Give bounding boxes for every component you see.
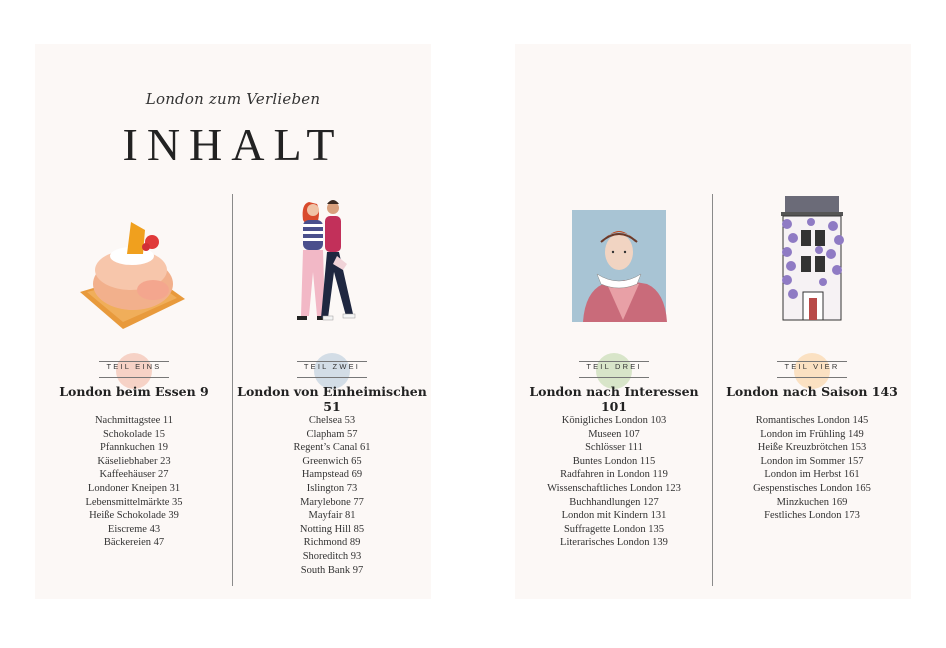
toc-entry[interactable]: London im Herbst 161 — [764, 469, 860, 481]
toc-entry[interactable]: Marylebone 77 — [300, 496, 364, 508]
toc-entry[interactable]: Notting Hill 85 — [299, 523, 365, 535]
toc-entry[interactable]: Heiße Schokolade 39 — [89, 510, 179, 522]
toc-entry[interactable]: South Bank 97 — [300, 564, 364, 576]
toc-entry[interactable]: Clapham 57 — [306, 428, 358, 440]
toc-entry[interactable]: Bäckereien 47 — [103, 537, 165, 549]
toc-entry[interactable]: Londoner Kneipen 31 — [87, 482, 181, 494]
toc-entry[interactable]: Suffragette London 135 — [563, 523, 665, 535]
section-teil-vier — [713, 194, 911, 594]
toc-entry[interactable]: Eiscreme 43 — [107, 523, 161, 535]
toc-list — [515, 414, 713, 550]
toc-entry[interactable]: Lebensmittelmärkte 35 — [85, 496, 183, 508]
queen-portrait-illustration — [515, 202, 713, 327]
part-label-teil-eins: TEIL EINS — [35, 353, 233, 383]
toc-entry[interactable]: London im Frühling 149 — [760, 428, 864, 440]
toc-entry[interactable]: Shoreditch 93 — [302, 550, 362, 562]
toc-entry[interactable]: Festliches London 173 — [764, 510, 860, 522]
toc-entry[interactable]: Schlösser 111 — [585, 442, 643, 454]
page-title: INHALT — [122, 119, 344, 170]
toc-entry[interactable]: Käseliebhaber 23 — [97, 455, 171, 467]
section-heading: London nach Interessen 101 — [529, 384, 699, 414]
section-heading: London von Einheimischen 51 — [237, 384, 427, 414]
townhouse-illustration — [713, 194, 911, 324]
section-heading: London nach Saison 143 — [726, 384, 898, 399]
toc-list — [35, 414, 233, 550]
toc-entry[interactable]: Hampstead 69 — [301, 469, 363, 481]
toc-entry[interactable]: Richmond 89 — [303, 537, 361, 549]
toc-entry[interactable]: Wissenschaftliches London 123 — [547, 482, 681, 494]
right-page — [515, 44, 911, 599]
couple-illustration — [233, 194, 431, 334]
part-label-teil-zwei: TEIL ZWEI — [233, 353, 431, 383]
section-teil-drei — [515, 194, 713, 594]
book-subtitle: London zum Verlieben — [145, 90, 321, 108]
toc-entry[interactable]: Buntes London 115 — [572, 455, 656, 467]
part-label-teil-vier: TEIL VIER — [713, 353, 911, 383]
toc-entry[interactable]: Minzkuchen 169 — [776, 496, 848, 508]
toc-entry[interactable]: Greenwich 65 — [302, 455, 362, 467]
toc-entry[interactable]: London mit Kindern 131 — [561, 510, 667, 522]
toc-entry[interactable]: Islington 73 — [306, 482, 358, 494]
toc-entry[interactable]: Heiße Kreuzbrötchen 153 — [757, 442, 867, 454]
part-label-teil-drei: TEIL DREI — [515, 353, 713, 383]
toc-entry[interactable]: Königliches London 103 — [561, 415, 667, 426]
section-teil-zwei — [233, 194, 431, 594]
toc-entry[interactable]: Romantisches London 145 — [755, 415, 869, 426]
toc-list — [713, 414, 911, 523]
toc-entry[interactable]: Mayfair 81 — [308, 510, 356, 522]
toc-list — [233, 414, 431, 577]
cake-illustration — [35, 204, 233, 334]
toc-entry[interactable]: Nachmittagstee 11 — [94, 415, 174, 426]
toc-entry[interactable]: Kaffeehäuser 27 — [99, 469, 169, 481]
toc-entry[interactable]: Schokolade 15 — [102, 428, 166, 440]
toc-entry[interactable]: Pfannkuchen 19 — [100, 442, 168, 454]
toc-entry[interactable]: Buchhandlungen 127 — [569, 496, 659, 508]
section-teil-eins — [35, 194, 233, 594]
toc-entry[interactable]: Radfahren in London 119 — [560, 469, 668, 481]
section-heading: London beim Essen 9 — [59, 384, 209, 399]
toc-entry[interactable]: Regent’s Canal 61 — [293, 442, 371, 454]
toc-entry[interactable]: Museen 107 — [588, 428, 640, 440]
toc-entry[interactable]: Chelsea 53 — [308, 415, 356, 426]
toc-entry[interactable]: Gespenstisches London 165 — [753, 482, 871, 494]
left-page — [35, 44, 431, 599]
toc-entry[interactable]: London im Sommer 157 — [760, 455, 864, 467]
toc-entry[interactable]: Literarisches London 139 — [560, 537, 668, 549]
